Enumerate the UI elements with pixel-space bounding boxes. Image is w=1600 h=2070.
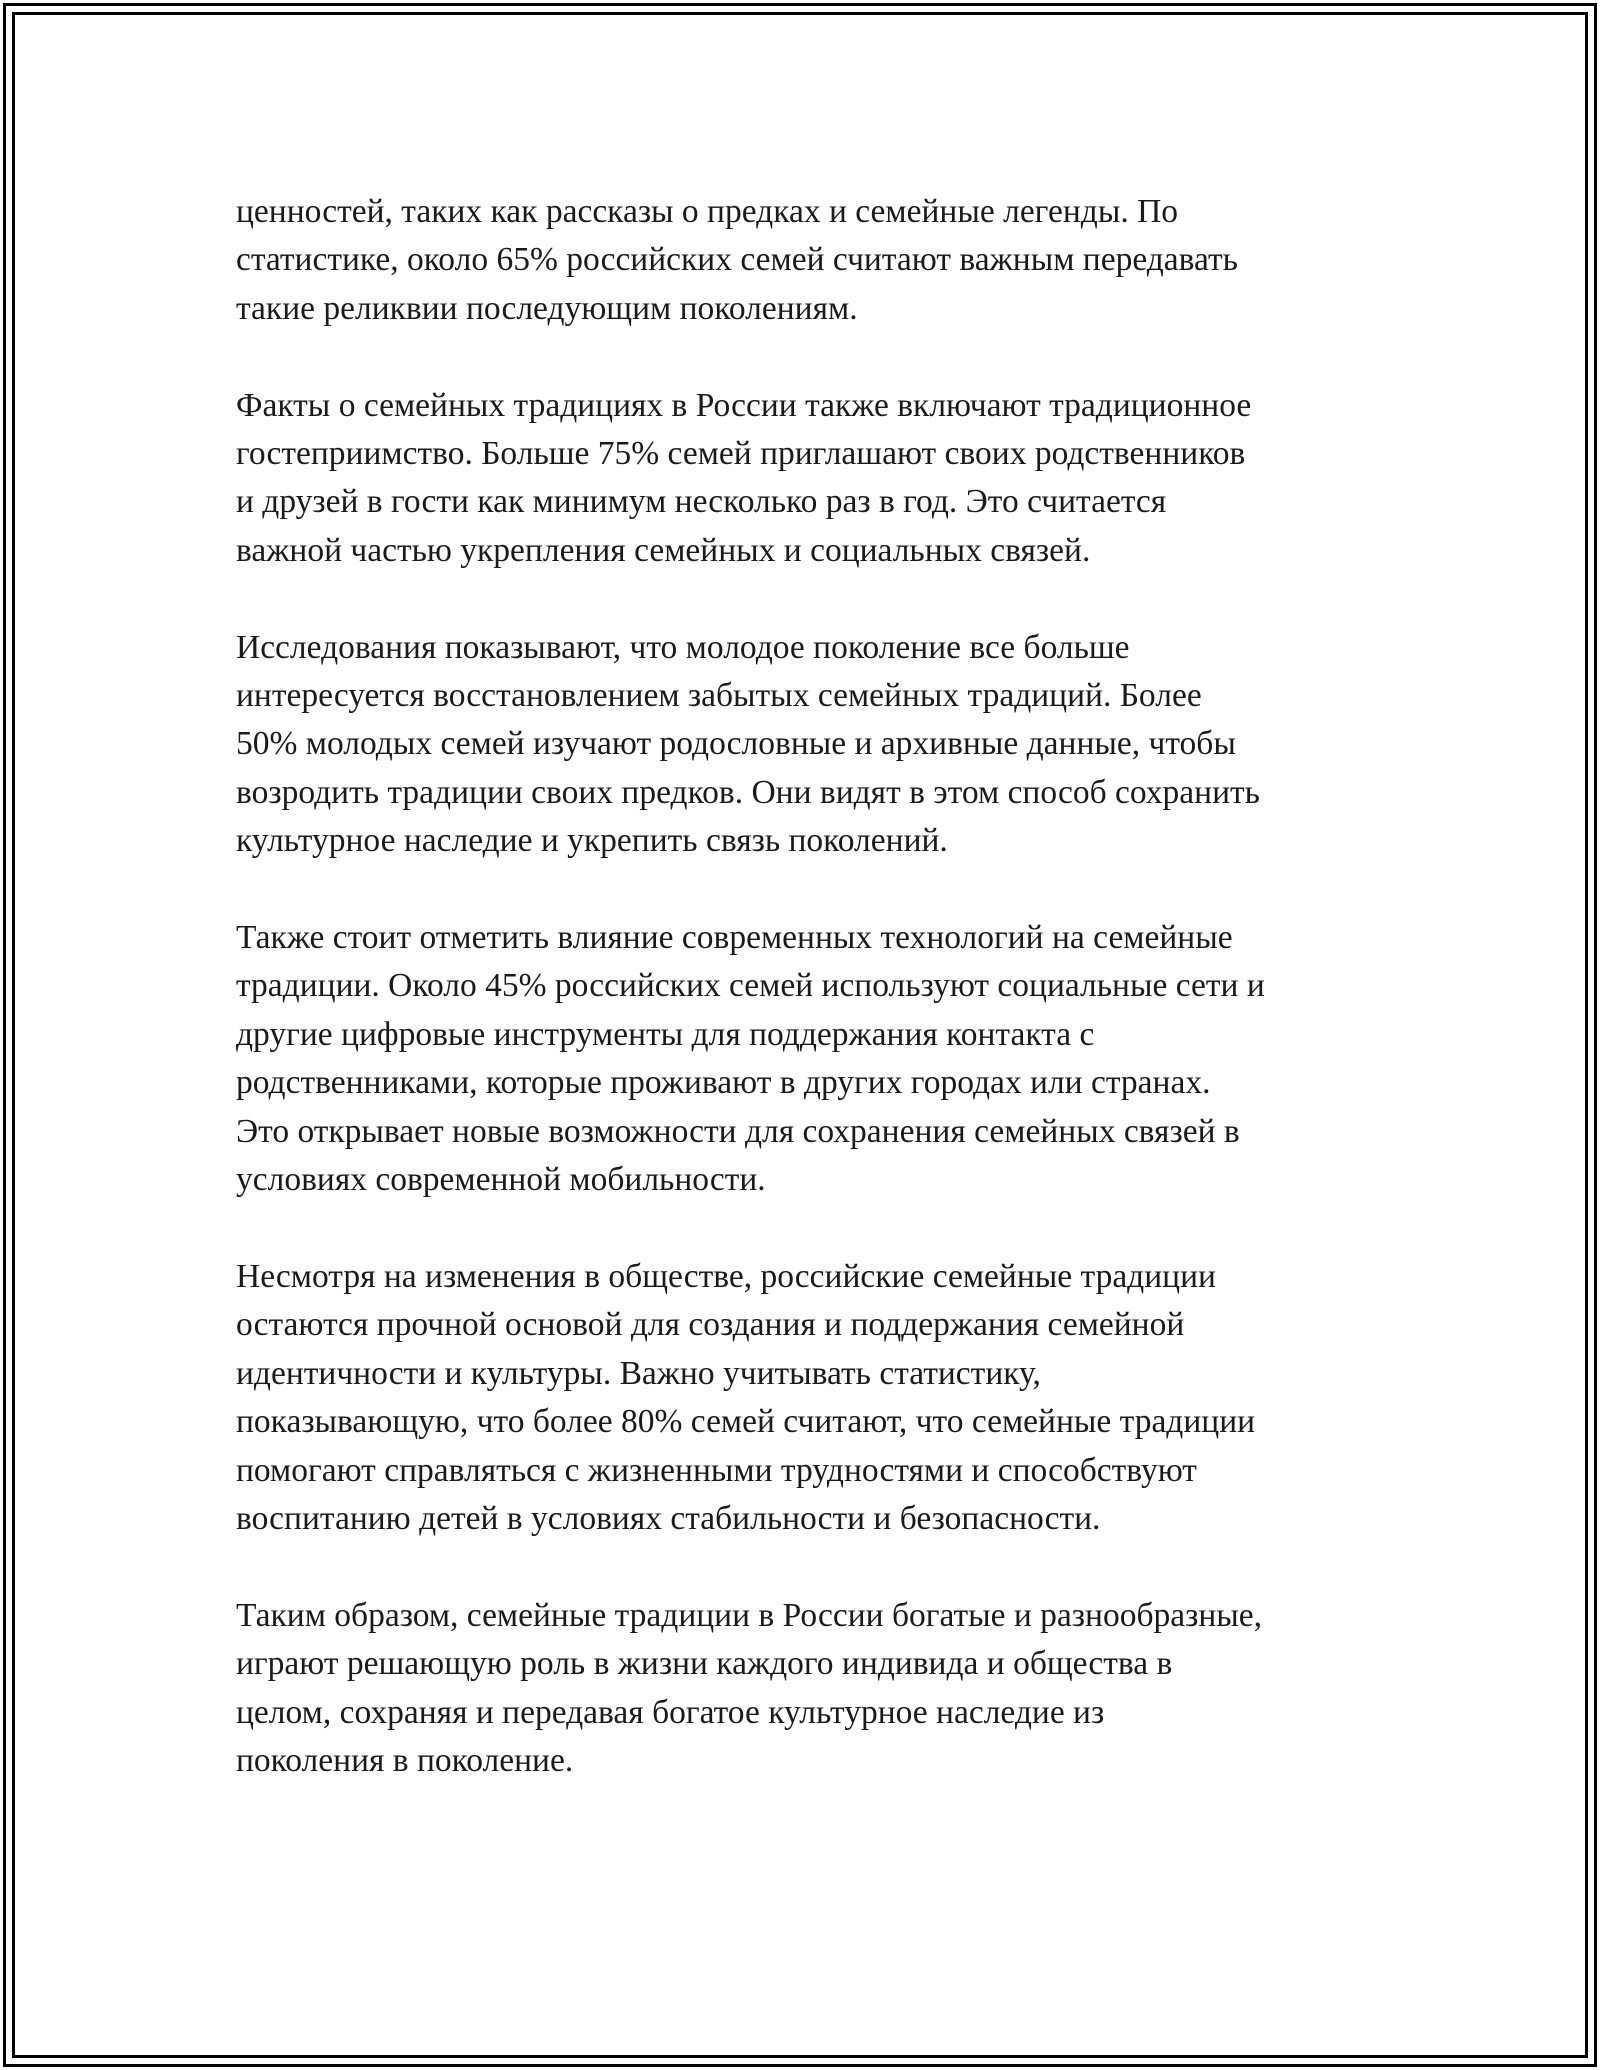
text-line: Несмотря на изменения в обществе, российские семейные традиции xyxy=(236,1257,1216,1295)
document-body xyxy=(236,188,1376,1834)
text-line: Таким образом, семейные традиции в России богатые и разнообразные, xyxy=(236,1596,1263,1634)
text-line: такие реликвии последующим поколениям. xyxy=(236,289,858,327)
text-line: остаются прочной основой для создания и поддержания семейной xyxy=(236,1306,1185,1344)
text-line: играют решающую роль в жизни каждого индивида и общества в xyxy=(236,1645,1173,1683)
text-line: целом, сохраняя и передавая богатое культурное наследие из xyxy=(236,1693,1105,1731)
text-line: 50% молодых семей изучают родословные и архивные данные, чтобы xyxy=(236,725,1236,763)
text-line: культурное наследие и укрепить связь поколений. xyxy=(236,822,948,860)
paragraph-young-generation xyxy=(236,624,1376,866)
text-line: статистике, около 65% российских семей считают важным передавать xyxy=(236,241,1238,279)
text-line: Также стоит отметить влияние современных технологий на семейные xyxy=(236,919,1233,957)
text-line: Факты о семейных традициях в России также включают традиционное xyxy=(236,386,1252,424)
paragraph-technology xyxy=(236,914,1376,1204)
text-line: ценностей, таких как рассказы о предках и семейные легенды. По xyxy=(236,193,1179,230)
paragraph-hospitality xyxy=(236,382,1376,576)
text-line: и друзей в гости как минимум несколько раз в год. Это считается xyxy=(236,483,1167,521)
text-line: помогают справляться с жизненными трудностями и способствуют xyxy=(236,1451,1197,1489)
text-line: гостеприимство. Больше 75% семей приглашают своих родственников xyxy=(236,435,1246,473)
text-line: идентичности и культуры. Важно учитывать статистику, xyxy=(236,1354,1041,1392)
text-line: поколения в поколение. xyxy=(236,1741,574,1779)
text-line: Это открывает новые возможности для сохранения семейных связей в xyxy=(236,1112,1240,1150)
paragraph-conclusion xyxy=(236,1592,1376,1786)
text-line: родственниками, которые проживают в других городах или странах. xyxy=(236,1064,1211,1102)
text-line: показывающую, что более 80% семей считают, что семейные традиции xyxy=(236,1403,1256,1441)
text-line: другие цифровые инструменты для поддержания контакта с xyxy=(236,1015,1095,1053)
paragraph-society-changes xyxy=(236,1253,1376,1543)
text-line: интересуется восстановлением забытых семейных традиций. Более xyxy=(236,677,1202,715)
text-line: воспитанию детей в условиях стабильности и безопасности. xyxy=(236,1499,1101,1537)
text-line: возродить традиции своих предков. Они видят в этом способ сохранить xyxy=(236,773,1260,811)
paragraph-heirlooms xyxy=(236,188,1376,333)
text-line: Исследования показывают, что молодое поколение все больше xyxy=(236,628,1130,666)
text-line: традиции. Около 45% российских семей используют социальные сети и xyxy=(236,967,1265,1005)
text-line: важной частью укрепления семейных и социальных связей. xyxy=(236,531,1091,569)
text-line: условиях современной мобильности. xyxy=(236,1161,766,1199)
